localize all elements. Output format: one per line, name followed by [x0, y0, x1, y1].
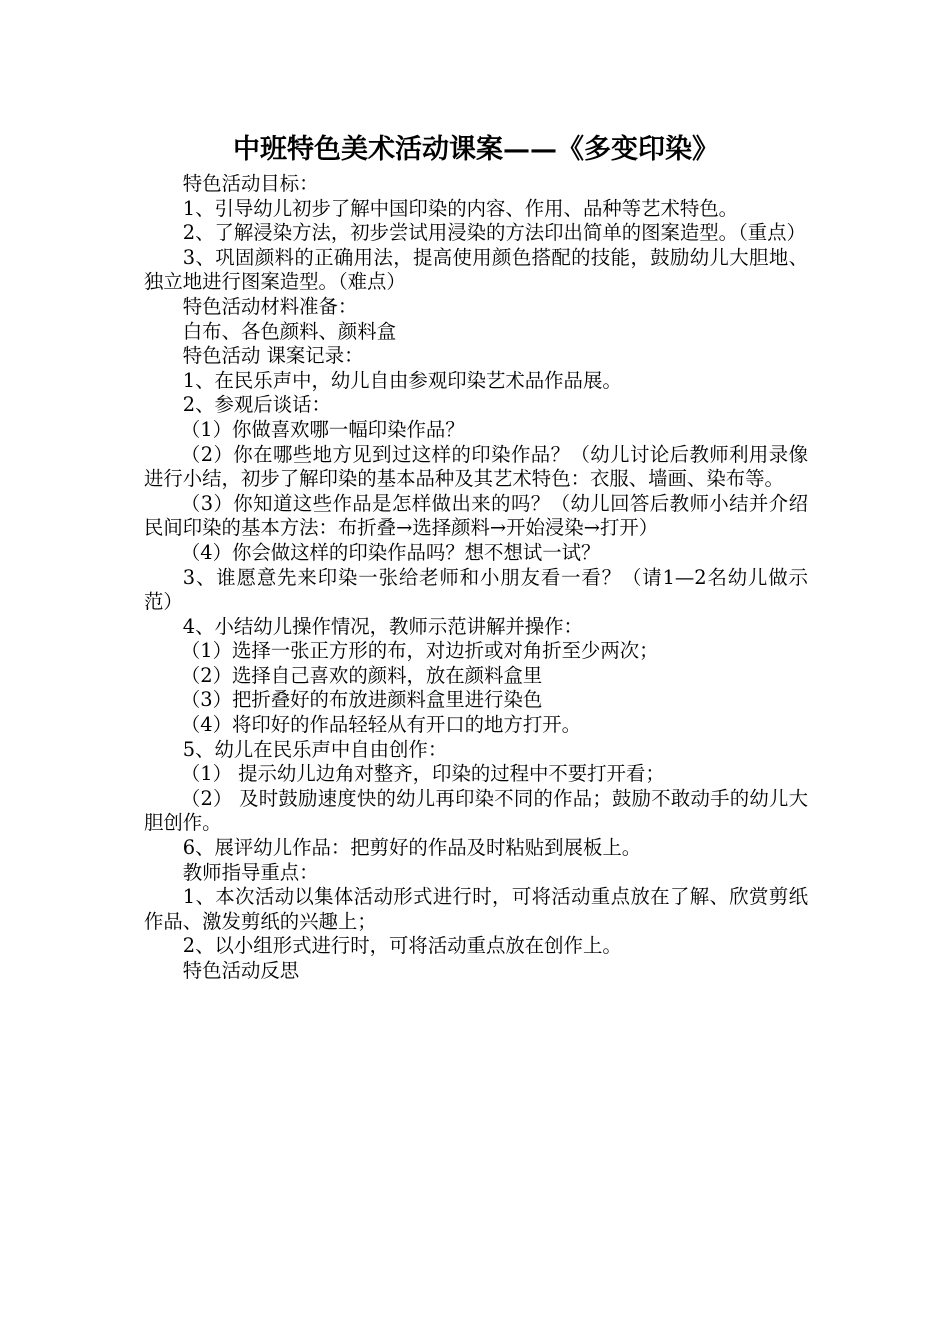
- document-body: [144, 172, 808, 984]
- paragraph-step-2-q1: （1）你做喜欢哪一幅印染作品？: [180, 417, 465, 441]
- paragraph-step-2-q2: （2）你在哪些地方见到过这样的印染作品？（幼儿讨论后教师利用录像进行小结，初步了解印染的基本品种及其艺术特色：衣服、墙画、染布等。: [144, 442, 808, 491]
- paragraph-step-3: 3、谁愿意先来印染一张给老师和小朋友看一看？（请1—2名幼儿做示范）: [144, 565, 808, 614]
- paragraph-materials-heading: 特色活动材料准备：: [182, 294, 358, 318]
- paragraph-goal-2: 2、了解浸染方法，初步尝试用浸染的方法印出简单的图案造型。（重点）: [182, 221, 806, 245]
- paragraph-step-4-3: （3）把折叠好的布放进颜料盒里进行染色: [180, 688, 543, 712]
- paragraph-step-6: 6、展评幼儿作品：把剪好的作品及时粘贴到展板上。: [182, 836, 642, 860]
- paragraph-goal-3: 3、巩固颜料的正确用法，提高使用颜色搭配的技能，鼓励幼儿大胆地、独立地进行图案造型。（难点）: [144, 245, 808, 294]
- paragraph-goals-heading: 特色活动目标：: [182, 172, 319, 195]
- paragraph-step-5-1: （1） 提示幼儿边角对整齐，印染的过程中不要打开看；: [180, 762, 665, 786]
- document-title: 中班特色美术活动课案——《多变印染》: [233, 134, 719, 165]
- paragraph-goal-1: 1、引导幼儿初步了解中国印染的内容、作用、品种等艺术特色。: [182, 196, 739, 220]
- paragraph-guidance-2: 2、以小组形式进行时，可将活动重点放在创作上。: [182, 934, 622, 958]
- paragraph-record-heading: 特色活动 课案记录：: [182, 344, 364, 368]
- paragraph-step-4-1: （1）选择一张正方形的布，对边折或对角折至少两次；: [180, 639, 659, 663]
- paragraph-step-5-2: （2） 及时鼓励速度快的幼儿再印染不同的作品；鼓励不敢动手的幼儿大胆创作。: [144, 786, 808, 835]
- paragraph-reflection-heading: 特色活动反思: [182, 959, 300, 982]
- paragraph-guidance-heading: 教师指导重点：: [182, 860, 319, 884]
- paragraph-step-5: 5、幼儿在民乐声中自由创作：: [182, 737, 448, 761]
- paragraph-step-4-4: （4）将印好的作品轻轻从有开口的地方打开。: [180, 713, 582, 737]
- document-page: [144, 128, 808, 984]
- paragraph-materials: 白布、各色颜料、颜料盒: [182, 319, 397, 343]
- paragraph-guidance-1: 1、本次活动以集体活动形式进行时，可将活动重点放在了解、欣赏剪纸作品、激发剪纸的兴趣上；: [144, 885, 808, 933]
- paragraph-step-2: 2、参观后谈话：: [182, 393, 331, 417]
- paragraph-step-2-q3: （3）你知道这些作品是怎样做出来的吗？（幼儿回答后教师小结并介绍民间印染的基本方法：布折叠→选择颜料→开始浸染→打开）: [144, 491, 808, 540]
- paragraph-step-1: 1、在民乐声中，幼儿自由参观印染艺术品作品展。: [182, 368, 622, 392]
- paragraph-step-2-q4: （4）你会做这样的印染作品吗？想不想试一试？: [180, 540, 601, 564]
- paragraph-step-4-2: （2）选择自己喜欢的颜料，放在颜料盒里: [180, 663, 543, 687]
- paragraph-step-4: 4、小结幼儿操作情况，教师示范讲解并操作：: [182, 614, 583, 638]
